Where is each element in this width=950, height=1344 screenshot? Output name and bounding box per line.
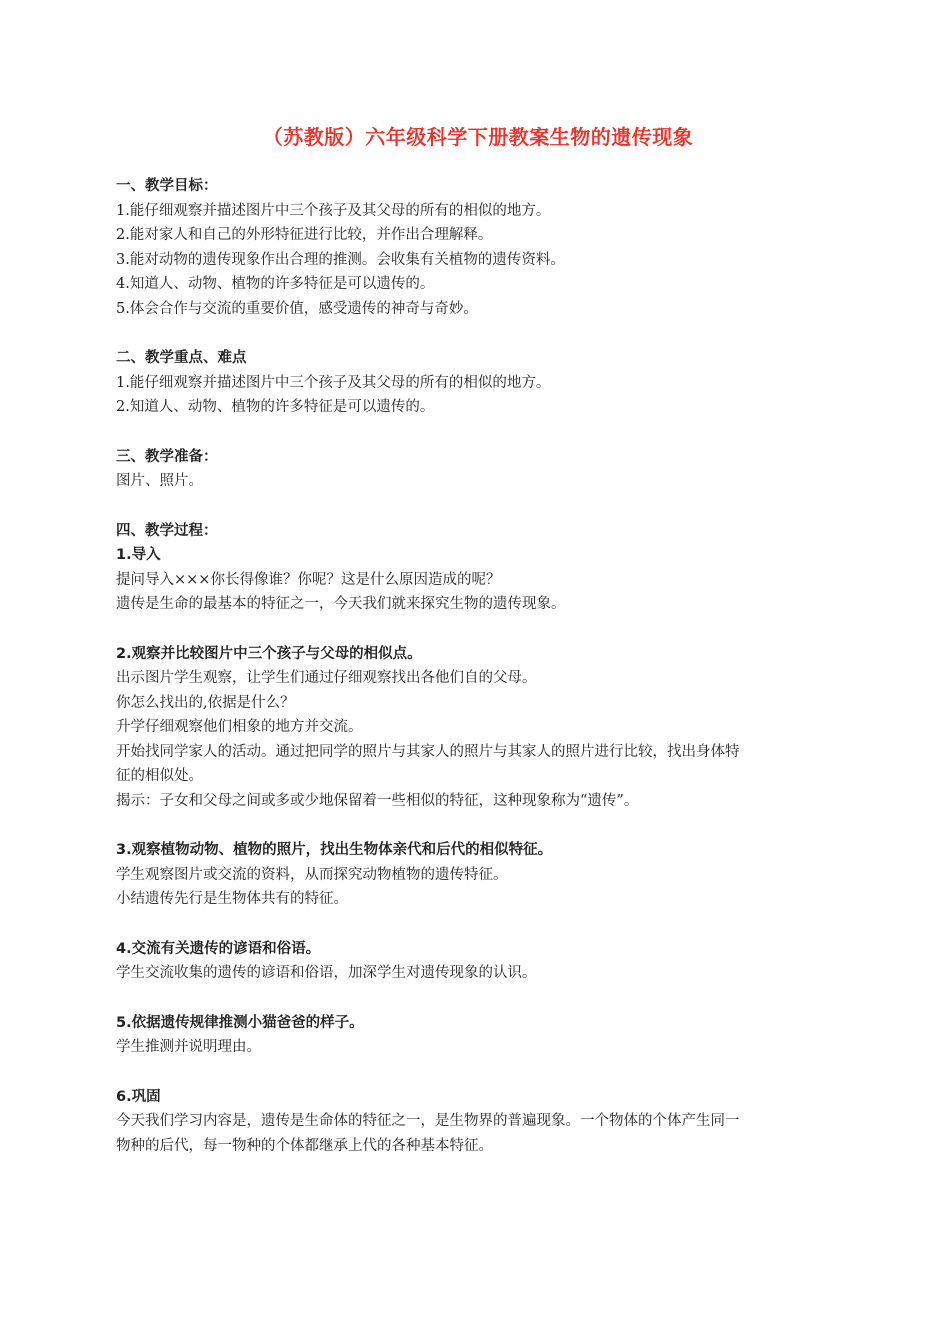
text-line: 学生观察图片或交流的资料，从而探究动物植物的遗传特征。 xyxy=(116,866,508,883)
text-line: 3.能对动物的遗传现象作出合理的推测。会收集有关植物的遗传资料。 xyxy=(116,251,565,268)
section-heading: 一、教学目标： xyxy=(116,178,218,194)
step-heading: 5.依据遗传规律推测小猫爸爸的样子。 xyxy=(116,1014,364,1031)
text-line: 学生推测并说明理由。 xyxy=(116,1039,261,1055)
step-heading: 6.巩固 xyxy=(116,1088,161,1105)
text-line: 1.能仔细观察并描述图片中三个孩子及其父母的所有的相似的地方。 xyxy=(116,202,551,219)
text-line: 小结遗传先行是生物体共有的特征。 xyxy=(116,891,348,907)
section-key-points xyxy=(116,346,840,420)
text-line: 物种的后代，每一物种的个体都继承上代的各种基本特征。 xyxy=(116,1137,493,1154)
section-preparation xyxy=(116,445,840,494)
text-line: 图片、照片。 xyxy=(116,473,203,489)
process-step-4 xyxy=(116,937,840,986)
section-heading: 三、教学准备： xyxy=(116,448,218,465)
text-line: 开始找同学家人的活动。通过把同学的照片与其家人的照片与其家人的照片进行比较，找出身体特 xyxy=(116,743,740,760)
text-line: 4.知道人、动物、植物的许多特征是可以遗传的。 xyxy=(116,276,435,292)
process-step-6 xyxy=(116,1085,840,1159)
process-step-1 xyxy=(116,543,840,617)
step-heading: 2.观察并比较图片中三个孩子与父母的相似点。 xyxy=(116,645,422,662)
section-process xyxy=(116,519,840,1159)
step-heading: 1.导入 xyxy=(116,547,161,563)
step-heading: 4.交流有关遗传的谚语和俗语。 xyxy=(116,940,321,957)
process-step-3 xyxy=(116,838,840,912)
text-line: 1.能仔细观察并描述图片中三个孩子及其父母的所有的相似的地方。 xyxy=(116,374,551,391)
process-step-5 xyxy=(116,1011,840,1060)
step-heading: 3.观察植物动物、植物的照片，找出生物体亲代和后代的相似特征。 xyxy=(116,842,553,858)
text-line: 揭示：子女和父母之间或多或少地保留着一些相似的特征，这种现象称为“遗传”。 xyxy=(116,792,639,809)
process-step-2 xyxy=(116,642,840,814)
section-heading: 四、教学过程： xyxy=(116,522,218,539)
document-title: （苏教版）六年级科学下册教案生物的遗传现象 xyxy=(262,125,694,149)
text-line: 学生交流收集的遗传的谚语和俗语，加深学生对遗传现象的认识。 xyxy=(116,965,537,981)
text-line: 升学仔细观察他们相象的地方并交流。 xyxy=(116,719,363,735)
text-line: 征的相似处。 xyxy=(116,768,203,784)
section-heading: 二、教学重点、难点 xyxy=(116,350,247,366)
text-line: 5.体会合作与交流的重要价值，感受遗传的神奇与奇妙。 xyxy=(116,300,478,317)
text-line: 2.知道人、动物、植物的许多特征是可以遗传的。 xyxy=(116,399,435,415)
document-page xyxy=(116,122,840,1183)
section-objectives xyxy=(116,174,840,321)
text-line: 2.能对家人和自己的外形特征进行比较，并作出合理解释。 xyxy=(116,227,493,243)
text-line: 今天我们学习内容是，遗传是生命体的特征之一，是生物界的普遍现象。一个物体的个体产生同一 xyxy=(116,1113,740,1129)
text-line: 遗传是生命的最基本的特征之一，今天我们就来探究生物的遗传现象。 xyxy=(116,596,566,612)
text-line: 提问导入×××你长得像谁？你呢？这是什么原因造成的呢？ xyxy=(116,571,501,588)
text-line: 你怎么找出的,依据是什么？ xyxy=(116,694,295,711)
text-line: 出示图片学生观察，让学生们通过仔细观察找出各他们自的父母。 xyxy=(116,670,537,686)
